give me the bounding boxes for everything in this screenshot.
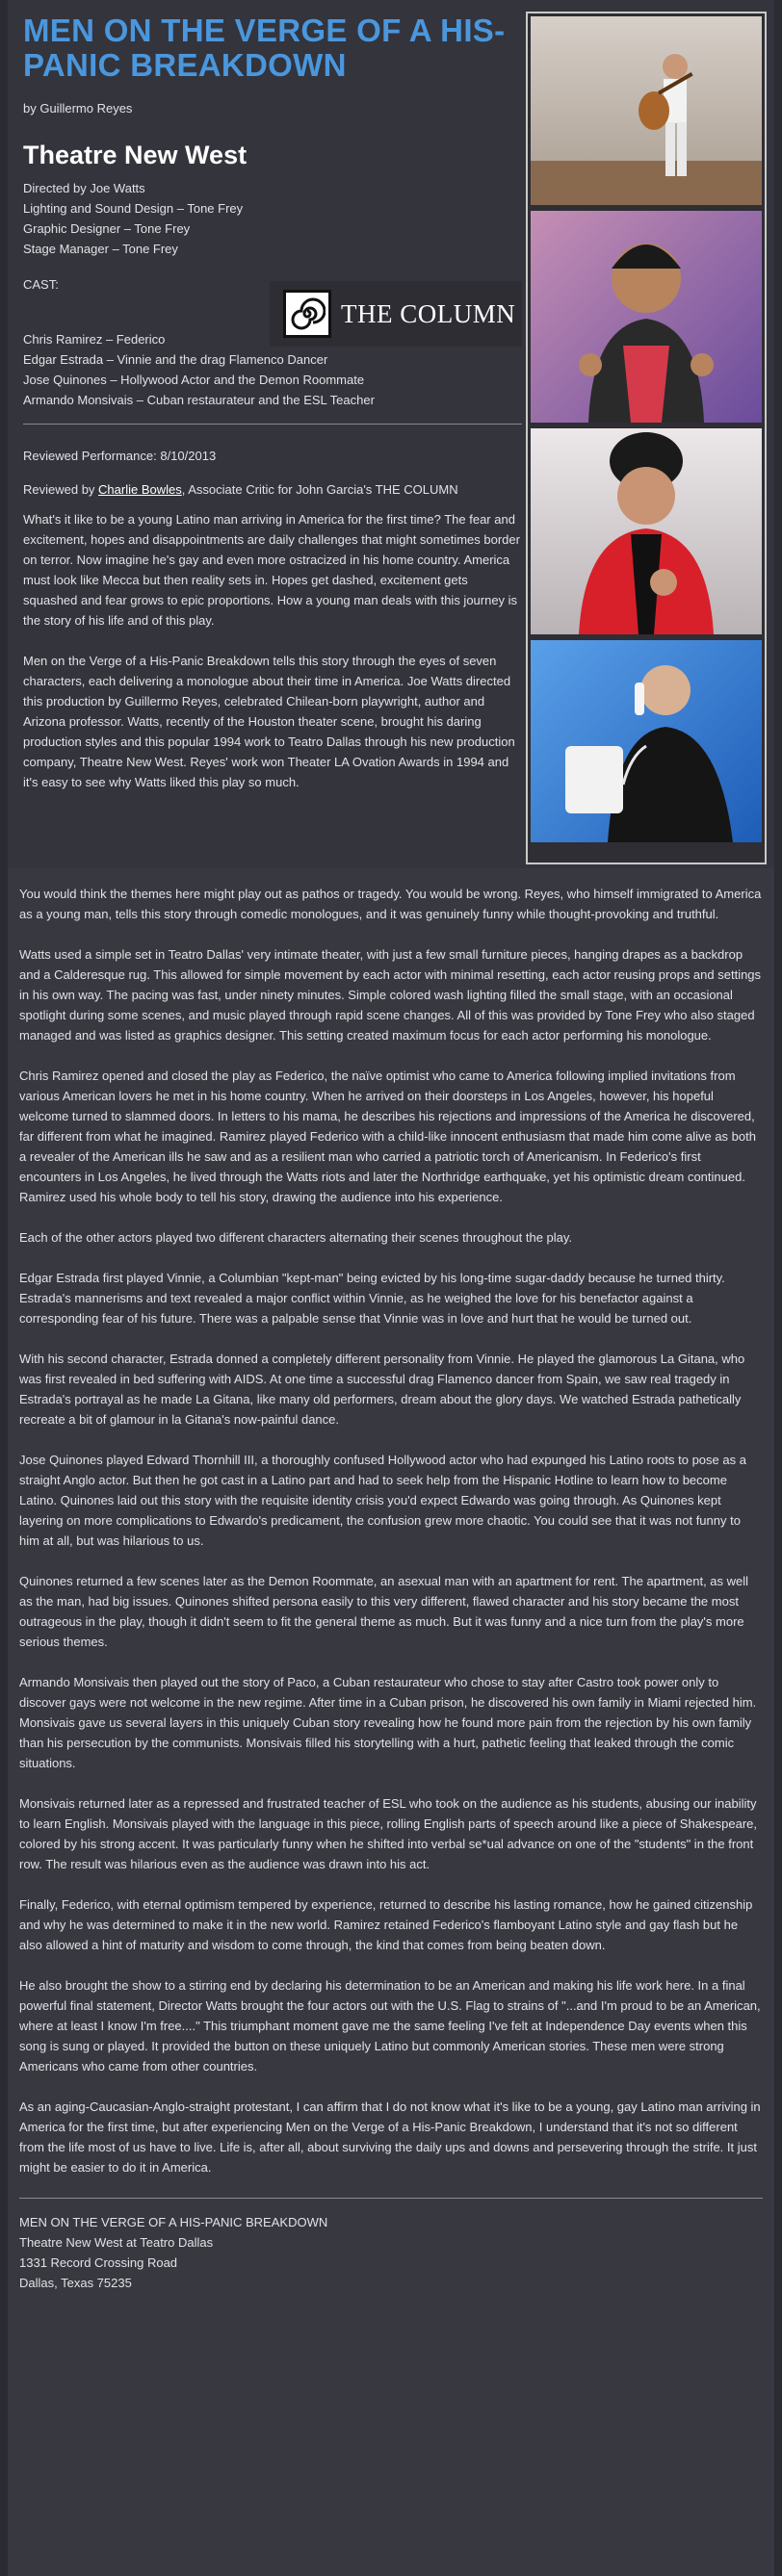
production-title: MEN ON THE VERGE OF A HIS-PANIC BREAKDOWN: [19, 2215, 328, 2229]
credit-graphics: Graphic Designer – Tone Frey: [23, 221, 191, 236]
body-paragraph: Quinones returned a few scenes later as the Demon Roommate, an asexual man with an apartment for rent. The apartment, as well as the man, had big issues. Quinones shifted persona easily to this very different, flawed character and his story became the most outrageous in the play, though it didn't seem to fit the general theme as much. But it was funny and a nice turn from the play's more serious themes.: [19, 1574, 749, 1649]
review-header-block: [8, 0, 774, 868]
photo-guitar-actor: [531, 16, 762, 205]
credit-director: Directed by Joe Watts: [23, 181, 145, 195]
theatre-name: Theatre New West: [23, 141, 248, 169]
body-paragraph: Chris Ramirez opened and closed the play as Federico, the naïve optimist who came to America following implied invitations from various American lovers he met in his home country. When he arrived on their doorsteps in Los Angeles, however, his hopeful welcome turned to slammed doors. In letters to his mama, he describes his rejections and impressions of the America he discovered, far different from what he imagined. Ramirez played Federico with a child-like innocent enthusiasm that made him come alive as both a revealer of the American ills he saw and as a resilient man who carried a patriotic torch of Americanism. In Federico's first encounters in Los Angeles, he lived through the Watts riots and later the Northridge earthquake, yet his optimistic dream continued. Ramirez used his whole body to tell his story, drawing the audience into his experience.: [19, 1069, 756, 1204]
the-column-logo: [270, 281, 522, 347]
production-info: [19, 2212, 763, 2293]
production-venue: Theatre New West at Teatro Dallas: [19, 2235, 214, 2250]
reviewed-by-prefix: Reviewed by: [23, 482, 99, 497]
body-paragraph: You would think the themes here might play out as pathos or tragedy. You would be wrong. Reyes, who himself immigrated to America as a young man, tells this story through comedic monologues, and it was genuinely funny while thought-provoking and truthful.: [19, 887, 762, 921]
photo-phone-actor: [531, 640, 762, 842]
body-paragraph: Edgar Estrada first played Vinnie, a Columbian "kept-man" being evicted by his long-time sugar-daddy because he turned thirty. Estrada's mannerisms and text revealed a major conflict within Vinnie, as he weighed the love for his benefactor against a corresponding fear of his future. There was a palpable sense that Vinnie was in love and hurt that he would be turned out.: [19, 1271, 725, 1326]
spiral-logo-icon: [283, 290, 331, 338]
credit-lighting: Lighting and Sound Design – Tone Frey: [23, 201, 244, 216]
production-photos: [526, 12, 767, 864]
review-header-text: [23, 13, 522, 792]
cast-member: Edgar Estrada – Vinnie and the drag Flamenco Dancer: [23, 352, 328, 367]
cast-member: Armando Monsivais – Cuban restaurateur and the ESL Teacher: [23, 393, 375, 407]
photo-smiling-actor: [531, 211, 762, 423]
cast-member: Jose Quinones – Hollywood Actor and the Demon Roommate: [23, 373, 365, 387]
body-paragraph: As an aging-Caucasian-Anglo-straight protestant, I can affirm that I do not know what it's like to be a young, gay Latino man arriving in America for the first time, but after experiencing Men on the Verge of a His-Panic Breakdown, I understand that it's not so different from the life most of us have to live. Life is, after all, about surviving the daily ups and downs and persevering through the strife. It just might be easier to do it in America.: [19, 2099, 761, 2175]
footer-divider: [19, 2198, 763, 2199]
cast-member: Chris Ramirez – Federico: [23, 332, 166, 347]
body-paragraph: With his second character, Estrada donned a completely different personality from Vinnie. He played the glamorous La Gitana, who was first revealed in bed suffering with AIDS. At one time a successful drag Flamenco dancer from Spain, we saw real tragedy in Estrada's portrayal as he made La Gitana, like many old performers, dream about the glory days. We watched Estrada pathetically recreate a bit of glamour in la Gitana's now-painful dance.: [19, 1352, 745, 1427]
playwright-byline: by Guillermo Reyes: [23, 101, 133, 116]
divider: [23, 424, 522, 425]
logo-wordmark: THE COLUMN: [341, 298, 516, 328]
credit-stage-manager: Stage Manager – Tone Frey: [23, 242, 178, 256]
production-address: 1331 Record Crossing Road: [19, 2255, 178, 2270]
intro-paragraph: What's it like to be a young Latino man arriving in America for the first time? The fear and excitement, hopes and disappointments are daily challenges that might sometimes border on terror. Now imagine he's gay and even more ostracized in his home country. America must look like Mecca but then reality sets in. Hopes get dashed, excitement gets squashed and fear grows to epic proportions. How a young man deals with this journey is the story of his life and of this play.: [23, 512, 520, 628]
body-paragraph: Armando Monsivais then played out the story of Paco, a Cuban restaurateur who chose to stay after Castro took power only to discover gays were not welcome in the new regime. After time in a Cuban prison, he discovered his own family in Miami rejected him. Monsivais gave us several layers in this uniquely Cuban story revealing how he found more pain from the rejection by his own family than his persecution by the communists. Monsivais filled his storytelling with a hurt, pathetic feeling that leaked through the comic situations.: [19, 1675, 757, 1770]
reviewed-by-suffix: , Associate Critic for John Garcia's THE COLUMN: [181, 482, 458, 497]
review-page: [8, 0, 774, 2576]
reviewed-performance: Reviewed Performance: 8/10/2013: [23, 449, 217, 463]
intro-paragraph: Men on the Verge of a His-Panic Breakdown tells this story through the eyes of seven characters, each delivering a monologue about their time in America. Joe Watts directed this production by Guillermo Reyes, celebrated Chilean-born playwright, author and Arizona professor. Watts, recently of the Houston theater scene, brought his daring production styles and this popular 1994 work to Teatro Dallas through his new production company, Theatre New West. Reyes' work won Theater LA Ovation Awards in 1994 and it's easy to see why Watts liked this play so much.: [23, 654, 515, 789]
body-paragraph: He also brought the show to a stirring end by declaring his determination to be an American and making his life work here. In a final powerful final statement, Director Watts brought the four actors out with the U.S. Flag to strains of "...and I'm proud to be an American, where at least I know I'm free...." This triumphant moment gave me the same feeling I've felt at Independence Day events when this song is sung or played. It provided the button on these uniquely Latino but commonly American stories. These men were strong Americans who came from other countries.: [19, 1978, 761, 2074]
review-body: [8, 878, 774, 2293]
play-title: MEN ON THE VERGE OF A HIS-PANIC BREAKDOWN: [23, 13, 506, 83]
reviewer-line: [23, 479, 522, 500]
reviewer-link[interactable]: Charlie Bowles: [98, 482, 182, 497]
photo-red-jacket-actor: [531, 428, 762, 634]
cast-label: CAST:: [23, 277, 59, 292]
body-paragraph: Each of the other actors played two different characters alternating their scenes throughout the play.: [19, 1230, 573, 1245]
body-paragraph: Monsivais returned later as a repressed and frustrated teacher of ESL who took on the audience as his students, abusing our inability to learn English. Monsivais played with the language in this piece, rolling English parts of speech around like a piece of Shakespeare, colored by his strong accent. It was particularly funny when he shifted into verbal se*ual advance on one of the "students" in the front row. The result was hilarious even as the audience was drawn into his act.: [19, 1796, 758, 1871]
credits-list: [23, 178, 522, 259]
production-city: Dallas, Texas 75235: [19, 2276, 132, 2290]
body-paragraph: Jose Quinones played Edward Thornhill III, a thoroughly confused Hollywood actor who had expunged his Latino roots to pose as a straight Anglo actor. But then he got cast in a Latino part and had to seek help from the Hispanic Hotline to learn how to become Latino. Quinones laid out this story with the requisite identity crisis you'd expect Edwardo was going through. As Quinones kept layering on more complications to Edwardo's predicament, the confusion grew more chaotic. You could see that it was not funny to him at all, but was hilarious to us.: [19, 1453, 746, 1548]
body-paragraph: Finally, Federico, with eternal optimism tempered by experience, returned to describe his lasting romance, how he gained citizenship and why he was determined to make it in the new world. Ramirez retained Federico's flamboyant Latino style and gay flash but he also allowed a hint of maturity and wisdom to come through, the kind that comes from being beaten down.: [19, 1897, 753, 1952]
body-paragraph: Watts used a simple set in Teatro Dallas' very intimate theater, with just a few small furniture pieces, hanging drapes as a backdrop and a Calderesque rug. This allowed for simple movement by each actor with minimal resetting, each actor reusing props and settings in his own way. The pacing was fast, under ninety minutes. Simple colored wash lighting filled the small stage, with an occasional spotlight during some scenes, and music played through rapid scene changes. All of this was provided by Tone Frey who also staged managed and was listed as graphics designer. This setting created maximum focus for each actor performing his monologue.: [19, 947, 762, 1043]
